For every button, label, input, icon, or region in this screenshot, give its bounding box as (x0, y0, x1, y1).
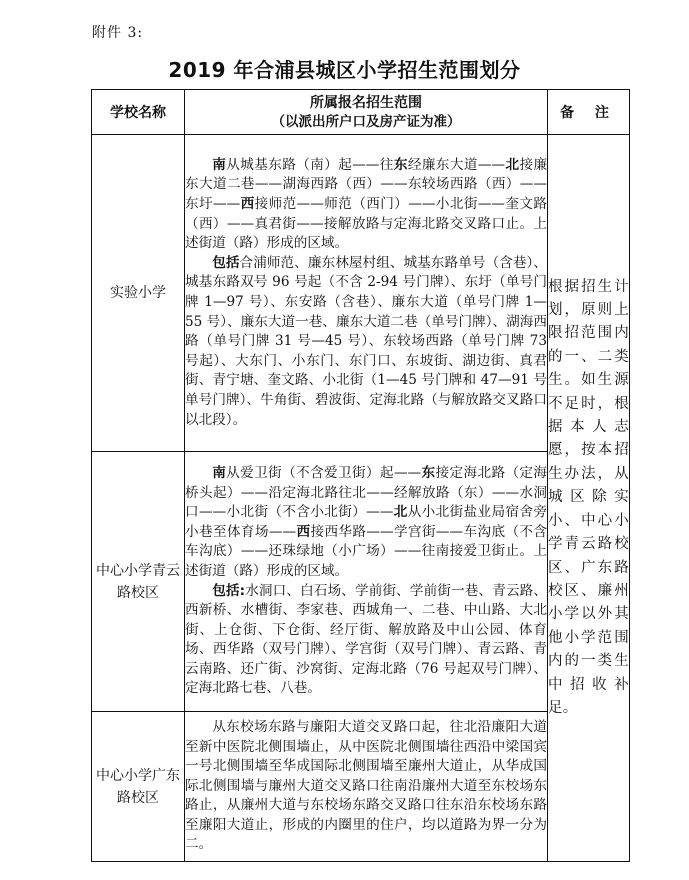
includes-text: 水洞口、白石场、学前街、学前街一巷、青云路、西新桥、水槽街、李家巷、西城角一、二巷、中山路、大北街、上仓街、下仓街、经厅街、解放路及中山公园、体育场、西华路（双号门牌）、学宫街（双号门牌）、青云路、青云南路、还广街、沙窝街、定海北路（76 号起双号门牌）、定海北路七巷、八巷。 (185, 582, 548, 697)
direction-east: 东 (421, 464, 436, 481)
direction-north: 北 (393, 504, 408, 521)
header-range-line2: （以派出所户口及房产证为准） (271, 114, 461, 130)
boundary-text: 经廉东大道—— (407, 156, 506, 173)
range-cell (185, 712, 548, 862)
school-name: 中心小学青云路校区 (92, 452, 185, 712)
range-paragraph: 从东校场东路与廉阳大道交叉路口起，往北沿廉阳大道至新中医院北侧围墙止，从中医院北侧围墙往西沿中梁国宾一号北侧围墙至华成国际北侧围墙至廉州大道止，从华成国际北侧围墙与廉州大道交叉路口往南沿廉州大道至东校场东路止，从廉州大道与东校场东路交叉路口往东沿东校场东路至廉阳大道止，形成的内圈里的住户，均以道路为界一分为二。 (185, 718, 547, 853)
boundary-text: 接师范——师范（西门）——小北街——奎文路（西）——真君街——接解放路与定海北路交叉路口止。上述街道（路）形成的区域。 (185, 196, 548, 252)
header-school-label: 学校名称 (110, 105, 166, 121)
school-name: 中心小学广东路校区 (92, 712, 185, 862)
header-note-label: 备 注 (560, 105, 617, 121)
header-note (548, 90, 630, 135)
boundary-text: 从爱卫街（不含爱卫街）起—— (226, 464, 422, 481)
header-school (92, 90, 185, 135)
header-range (185, 90, 548, 135)
includes-label: 包括: (212, 582, 246, 599)
boundary-paragraph (185, 156, 547, 254)
admission-range-table (91, 89, 630, 862)
boundary-text: 接定海北路（定海桥头起）——沿定海北路往北——经解放路（东）——水洞口——小北街（不含小北街）—— (185, 464, 548, 521)
boundary-paragraph (185, 464, 547, 582)
direction-east: 东 (393, 156, 408, 173)
note-cell: 根据招生计划，原则上限招范围内的一、二类生。如生源不足时，根据本人志愿，按本招生办法，从城区除实小、中心小学青云路校区、广东路校区、廉州小学以外其他小学范围内的一类生中招收补足。 (548, 135, 630, 862)
direction-west: 西 (296, 523, 311, 540)
includes-label: 包括 (212, 254, 240, 271)
header-range-line1: 所属报名招生范围 (310, 95, 422, 111)
includes-paragraph (185, 254, 547, 430)
boundary-text: 从城基东路（南）起——往 (226, 156, 394, 173)
range-cell (185, 452, 548, 712)
document-title: 2019 年合浦县城区小学招生范围划分 (168, 58, 521, 82)
boundary-text: 从小北街盐业局宿舍旁小巷至体育场—— (185, 504, 548, 540)
school-name: 实验小学 (92, 135, 185, 452)
direction-west: 西 (240, 196, 255, 213)
direction-north: 北 (505, 156, 520, 173)
header-row (92, 90, 630, 135)
boundary-text: 接西华路——学宫街——车沟底（不含车沟底）——还珠绿地（小广场）——往南接爱卫街止。上述街道（路）形成的区域。 (185, 523, 548, 579)
includes-text: 合浦师范、廉东林屋村组、城基东路单号（含巷）、城基东路双号 96 号起（不含 2-94 号门牌）、东圩（单号门牌 1—97 号）、东安路（含巷）、廉东大道（单号门牌 1—55 号）、廉东大道一巷、廉东大道二巷（单号门牌）、湖海西路（单号门牌 31 号—45 号）、东较场西路（单号门牌 73 号起）、大东门、小东门、东门口、东坡街、湖边街、真君街、青宁塘、奎文路、小北街（1—45 号门牌和 47—91 号单号门牌）、牛角街、碧波街、定海北路（与解放路交叉路口以北段）。 (185, 254, 548, 428)
includes-paragraph (185, 582, 547, 700)
direction-south: 南 (212, 156, 227, 173)
table-row (92, 135, 630, 452)
boundary-text: 接廉东大道二巷——湖海西路（西）——东较场西路（西）——东圩—— (185, 156, 548, 213)
range-cell (185, 135, 548, 452)
annex-label: 附件 3: (92, 25, 144, 41)
direction-south: 南 (212, 464, 227, 481)
